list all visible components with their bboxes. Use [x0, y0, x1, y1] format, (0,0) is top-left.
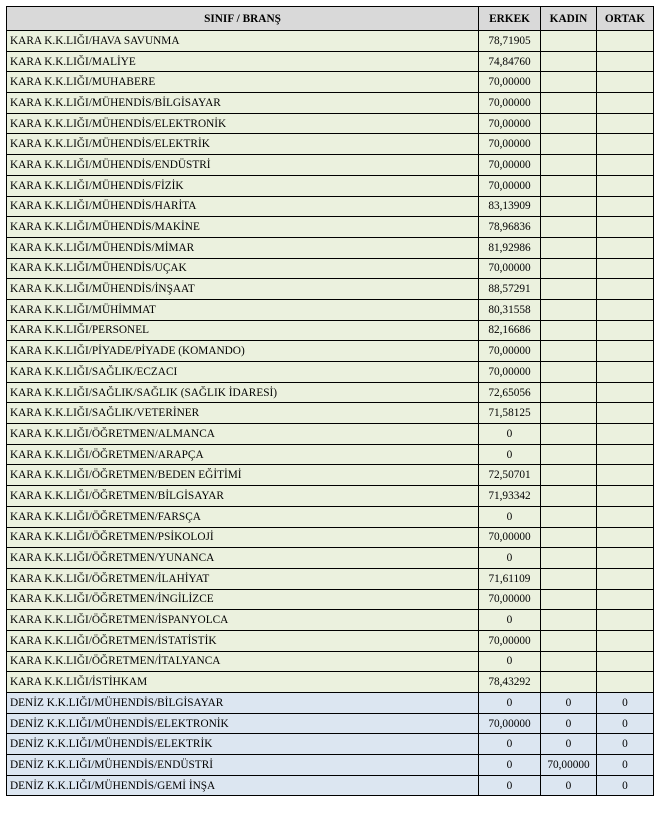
cell-ortak: 0	[597, 693, 654, 714]
cell-branch: KARA K.K.LIĞI/MÜHİMMAT	[7, 299, 479, 320]
cell-ortak: 0	[597, 755, 654, 776]
score-table	[6, 6, 654, 796]
table-row	[7, 465, 654, 486]
cell-erkek: 70,00000	[479, 713, 541, 734]
cell-kadin	[541, 155, 597, 176]
cell-branch: KARA K.K.LIĞI/MÜHENDİS/İNŞAAT	[7, 279, 479, 300]
cell-branch: KARA K.K.LIĞI/ÖĞRETMEN/FARSÇA	[7, 506, 479, 527]
cell-kadin	[541, 175, 597, 196]
cell-ortak	[597, 527, 654, 548]
table-row	[7, 175, 654, 196]
table-row	[7, 279, 654, 300]
cell-erkek: 0	[479, 755, 541, 776]
cell-branch: KARA K.K.LIĞI/ÖĞRETMEN/İLAHİYAT	[7, 568, 479, 589]
cell-kadin	[541, 610, 597, 631]
cell-ortak	[597, 113, 654, 134]
cell-erkek: 70,00000	[479, 362, 541, 383]
cell-ortak	[597, 175, 654, 196]
table-row	[7, 258, 654, 279]
table-row	[7, 568, 654, 589]
cell-kadin: 0	[541, 713, 597, 734]
cell-kadin	[541, 320, 597, 341]
cell-kadin	[541, 403, 597, 424]
table-row	[7, 672, 654, 693]
cell-ortak	[597, 196, 654, 217]
score-table-container	[6, 6, 654, 796]
table-body	[7, 31, 654, 796]
cell-erkek: 0	[479, 506, 541, 527]
cell-ortak	[597, 382, 654, 403]
cell-erkek: 88,57291	[479, 279, 541, 300]
cell-ortak	[597, 589, 654, 610]
cell-branch: KARA K.K.LIĞI/ÖĞRETMEN/YUNANCA	[7, 548, 479, 569]
header-row	[7, 7, 654, 31]
cell-erkek: 82,16686	[479, 320, 541, 341]
cell-branch: KARA K.K.LIĞI/SAĞLIK/VETERİNER	[7, 403, 479, 424]
header-kadin: KADIN	[541, 7, 597, 31]
cell-ortak	[597, 279, 654, 300]
cell-erkek: 70,00000	[479, 155, 541, 176]
table-row	[7, 31, 654, 52]
cell-branch: KARA K.K.LIĞI/MUHABERE	[7, 72, 479, 93]
cell-kadin	[541, 362, 597, 383]
table-row	[7, 113, 654, 134]
cell-branch: KARA K.K.LIĞI/ÖĞRETMEN/İTALYANCA	[7, 651, 479, 672]
cell-kadin: 0	[541, 775, 597, 796]
cell-erkek: 83,13909	[479, 196, 541, 217]
table-row	[7, 610, 654, 631]
table-row	[7, 362, 654, 383]
table-row	[7, 775, 654, 796]
cell-ortak	[597, 320, 654, 341]
cell-erkek: 74,84760	[479, 51, 541, 72]
cell-branch: KARA K.K.LIĞI/PERSONEL	[7, 320, 479, 341]
table-row	[7, 424, 654, 445]
cell-branch: KARA K.K.LIĞI/SAĞLIK/SAĞLIK (SAĞLIK İDARESİ)	[7, 382, 479, 403]
header-class-branch: SINIF / BRANŞ	[7, 7, 479, 31]
cell-kadin	[541, 341, 597, 362]
cell-erkek: 70,00000	[479, 175, 541, 196]
table-row	[7, 713, 654, 734]
cell-kadin	[541, 506, 597, 527]
cell-ortak: 0	[597, 734, 654, 755]
cell-branch: KARA K.K.LIĞI/HAVA SAVUNMA	[7, 31, 479, 52]
table-row	[7, 403, 654, 424]
cell-erkek: 0	[479, 734, 541, 755]
cell-ortak	[597, 630, 654, 651]
cell-ortak: 0	[597, 713, 654, 734]
cell-ortak	[597, 134, 654, 155]
table-row	[7, 444, 654, 465]
cell-erkek: 70,00000	[479, 93, 541, 114]
table-row	[7, 734, 654, 755]
cell-ortak	[597, 548, 654, 569]
cell-branch: KARA K.K.LIĞI/MÜHENDİS/HARİTA	[7, 196, 479, 217]
cell-kadin	[541, 527, 597, 548]
cell-kadin	[541, 31, 597, 52]
cell-ortak	[597, 51, 654, 72]
cell-erkek: 70,00000	[479, 589, 541, 610]
cell-branch: KARA K.K.LIĞI/ÖĞRETMEN/ARAPÇA	[7, 444, 479, 465]
cell-kadin	[541, 630, 597, 651]
cell-kadin	[541, 651, 597, 672]
cell-ortak	[597, 672, 654, 693]
cell-ortak	[597, 299, 654, 320]
cell-erkek: 81,92986	[479, 237, 541, 258]
cell-kadin	[541, 72, 597, 93]
cell-branch: KARA K.K.LIĞI/MÜHENDİS/MİMAR	[7, 237, 479, 258]
cell-branch: KARA K.K.LIĞI/İSTİHKAM	[7, 672, 479, 693]
cell-ortak	[597, 403, 654, 424]
cell-branch: KARA K.K.LIĞI/ÖĞRETMEN/ALMANCA	[7, 424, 479, 445]
table-row	[7, 237, 654, 258]
cell-branch: KARA K.K.LIĞI/ÖĞRETMEN/İSTATİSTİK	[7, 630, 479, 651]
cell-kadin	[541, 258, 597, 279]
cell-ortak	[597, 155, 654, 176]
cell-erkek: 71,61109	[479, 568, 541, 589]
cell-erkek: 70,00000	[479, 630, 541, 651]
cell-ortak	[597, 444, 654, 465]
cell-kadin: 70,00000	[541, 755, 597, 776]
cell-branch: KARA K.K.LIĞI/MÜHENDİS/ELEKTRONİK	[7, 113, 479, 134]
table-row	[7, 93, 654, 114]
cell-branch: KARA K.K.LIĞI/MÜHENDİS/BİLGİSAYAR	[7, 93, 479, 114]
table-row	[7, 506, 654, 527]
table-row	[7, 651, 654, 672]
table-row	[7, 320, 654, 341]
cell-erkek: 71,58125	[479, 403, 541, 424]
cell-branch: KARA K.K.LIĞI/ÖĞRETMEN/BEDEN EĞİTİMİ	[7, 465, 479, 486]
cell-branch: KARA K.K.LIĞI/MÜHENDİS/ENDÜSTRİ	[7, 155, 479, 176]
table-row	[7, 527, 654, 548]
cell-erkek: 70,00000	[479, 72, 541, 93]
cell-branch: KARA K.K.LIĞI/MÜHENDİS/UÇAK	[7, 258, 479, 279]
cell-kadin	[541, 568, 597, 589]
cell-erkek: 70,00000	[479, 113, 541, 134]
cell-ortak	[597, 568, 654, 589]
table-row	[7, 630, 654, 651]
cell-erkek: 0	[479, 775, 541, 796]
cell-branch: DENİZ K.K.LIĞI/MÜHENDİS/ELEKTRONİK	[7, 713, 479, 734]
cell-ortak	[597, 341, 654, 362]
table-row	[7, 755, 654, 776]
cell-kadin	[541, 382, 597, 403]
cell-branch: DENİZ K.K.LIĞI/MÜHENDİS/ELEKTRİK	[7, 734, 479, 755]
cell-kadin	[541, 217, 597, 238]
table-row	[7, 217, 654, 238]
cell-kadin	[541, 548, 597, 569]
cell-ortak	[597, 258, 654, 279]
cell-erkek: 70,00000	[479, 258, 541, 279]
cell-ortak	[597, 362, 654, 383]
table-row	[7, 486, 654, 507]
cell-branch: DENİZ K.K.LIĞI/MÜHENDİS/ENDÜSTRİ	[7, 755, 479, 776]
cell-erkek: 78,71905	[479, 31, 541, 52]
cell-branch: KARA K.K.LIĞI/PİYADE/PİYADE (KOMANDO)	[7, 341, 479, 362]
cell-kadin	[541, 672, 597, 693]
cell-branch: DENİZ K.K.LIĞI/MÜHENDİS/GEMİ İNŞA	[7, 775, 479, 796]
cell-branch: KARA K.K.LIĞI/MÜHENDİS/ELEKTRİK	[7, 134, 479, 155]
table-row	[7, 196, 654, 217]
cell-branch: KARA K.K.LIĞI/MÜHENDİS/FİZİK	[7, 175, 479, 196]
cell-erkek: 0	[479, 424, 541, 445]
cell-ortak	[597, 651, 654, 672]
cell-erkek: 70,00000	[479, 341, 541, 362]
cell-branch: KARA K.K.LIĞI/MALİYE	[7, 51, 479, 72]
cell-kadin	[541, 444, 597, 465]
cell-erkek: 78,43292	[479, 672, 541, 693]
cell-erkek: 0	[479, 651, 541, 672]
cell-branch: KARA K.K.LIĞI/ÖĞRETMEN/İNGİLİZCE	[7, 589, 479, 610]
cell-erkek: 72,65056	[479, 382, 541, 403]
cell-kadin	[541, 237, 597, 258]
table-row	[7, 299, 654, 320]
cell-kadin	[541, 465, 597, 486]
cell-erkek: 80,31558	[479, 299, 541, 320]
table-row	[7, 51, 654, 72]
cell-kadin	[541, 279, 597, 300]
cell-branch: KARA K.K.LIĞI/ÖĞRETMEN/BİLGİSAYAR	[7, 486, 479, 507]
cell-erkek: 0	[479, 548, 541, 569]
cell-ortak	[597, 506, 654, 527]
cell-erkek: 78,96836	[479, 217, 541, 238]
cell-ortak	[597, 610, 654, 631]
cell-branch: KARA K.K.LIĞI/ÖĞRETMEN/İSPANYOLCA	[7, 610, 479, 631]
cell-erkek: 70,00000	[479, 527, 541, 548]
table-row	[7, 72, 654, 93]
table-row	[7, 589, 654, 610]
cell-ortak	[597, 486, 654, 507]
table-row	[7, 134, 654, 155]
cell-kadin	[541, 113, 597, 134]
cell-kadin	[541, 134, 597, 155]
table-row	[7, 693, 654, 714]
cell-ortak	[597, 465, 654, 486]
cell-kadin: 0	[541, 693, 597, 714]
cell-ortak	[597, 424, 654, 445]
cell-kadin	[541, 196, 597, 217]
header-erkek: ERKEK	[479, 7, 541, 31]
cell-kadin	[541, 424, 597, 445]
cell-kadin: 0	[541, 734, 597, 755]
cell-erkek: 0	[479, 693, 541, 714]
cell-kadin	[541, 589, 597, 610]
cell-erkek: 70,00000	[479, 134, 541, 155]
cell-ortak	[597, 237, 654, 258]
cell-ortak	[597, 217, 654, 238]
cell-ortak	[597, 93, 654, 114]
header-ortak: ORTAK	[597, 7, 654, 31]
cell-branch: DENİZ K.K.LIĞI/MÜHENDİS/BİLGİSAYAR	[7, 693, 479, 714]
cell-ortak	[597, 31, 654, 52]
cell-kadin	[541, 51, 597, 72]
cell-erkek: 0	[479, 610, 541, 631]
cell-branch: KARA K.K.LIĞI/MÜHENDİS/MAKİNE	[7, 217, 479, 238]
cell-kadin	[541, 486, 597, 507]
cell-branch: KARA K.K.LIĞI/ÖĞRETMEN/PSİKOLOJİ	[7, 527, 479, 548]
cell-erkek: 0	[479, 444, 541, 465]
cell-kadin	[541, 93, 597, 114]
table-row	[7, 341, 654, 362]
cell-branch: KARA K.K.LIĞI/SAĞLIK/ECZACI	[7, 362, 479, 383]
table-row	[7, 548, 654, 569]
cell-erkek: 71,93342	[479, 486, 541, 507]
table-row	[7, 155, 654, 176]
table-row	[7, 382, 654, 403]
cell-kadin	[541, 299, 597, 320]
cell-erkek: 72,50701	[479, 465, 541, 486]
cell-ortak	[597, 72, 654, 93]
cell-ortak: 0	[597, 775, 654, 796]
